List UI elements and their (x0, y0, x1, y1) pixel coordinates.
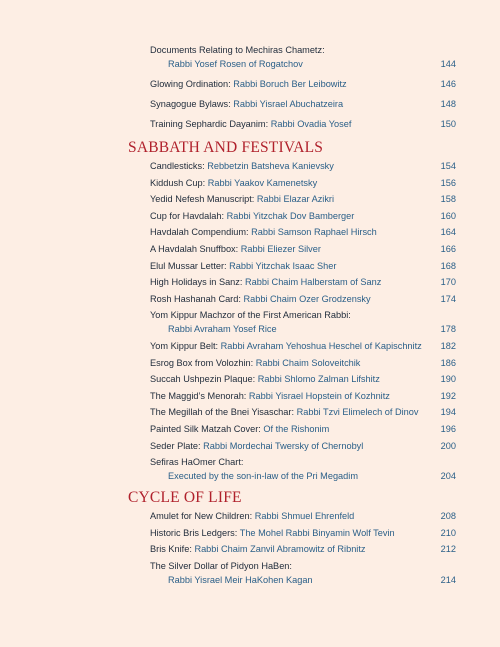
toc-entry (150, 559, 456, 587)
entry-author: Rabbi Tzvi Elimelech of Dinov (296, 407, 419, 418)
entry-text (150, 77, 347, 91)
entry-author: Rabbi Yitzchak Isaac Sher (229, 260, 337, 271)
entry-author: Rabbi Yisrael Meir HaKohen Kagan (168, 574, 313, 585)
entry-title: Historic Bris Ledgers: (150, 527, 238, 538)
entry-title: Rosh Hashanah Card: (150, 293, 241, 304)
entry-page-number: 168 (440, 260, 456, 271)
entry-author: Rabbi Yaakov Kamenetsky (207, 177, 318, 188)
entry-author: Rabbi Shmuel Ehrenfeld (254, 511, 355, 521)
entry-title: Sefiras HaOmer Chart: (150, 457, 244, 468)
toc-entry (150, 117, 456, 131)
entry-title: The Maggid’s Menorah: (150, 390, 247, 401)
entry-text (150, 242, 321, 256)
entry-text (150, 176, 317, 190)
entry-title: Training Sephardic Dayanim: (150, 119, 269, 129)
entry-author: Rabbi Ovadia Yosef (270, 119, 352, 129)
entry-page-number: 166 (440, 243, 456, 254)
entry-title: High Holidays in Sanz: (150, 277, 243, 288)
entry-page-number: 148 (440, 99, 456, 109)
entry-page-number: 214 (440, 574, 456, 585)
entry-text (150, 356, 360, 370)
toc-entry (150, 405, 456, 419)
entry-title: Elul Mussar Letter: (150, 260, 227, 271)
entry-author: Of the Rishonim (263, 423, 330, 434)
entry-text (150, 117, 351, 131)
toc-entry (150, 225, 456, 239)
entry-page-number: 164 (440, 227, 456, 238)
entry-text (150, 275, 381, 289)
entry-author: Rabbi Boruch Ber Leibowitz (233, 79, 347, 89)
entry-title: A Havdalah Snuffbox: (150, 243, 239, 254)
toc-entry (150, 356, 456, 370)
entry-title: Esrog Box from Volozhin: (150, 357, 254, 368)
entry-title: Yedid Nefesh Manuscript: (150, 194, 255, 205)
entry-author: Rabbi Elazar Azikri (256, 194, 335, 205)
toc-entry (150, 275, 456, 289)
toc-entry (150, 209, 456, 223)
toc-entry (150, 389, 456, 403)
entry-page-number: 144 (440, 59, 456, 69)
entry-page-number: 158 (440, 194, 456, 205)
entry-page-number: 154 (440, 161, 456, 171)
entry-page-number: 146 (440, 79, 456, 89)
entry-title: Amulet for New Children: (150, 511, 253, 521)
entry-title: Synagogue Bylaws: (150, 99, 231, 109)
entry-text (150, 192, 334, 206)
entry-author: Rabbi Avraham Yehoshua Heschel of Kapischnitz (220, 340, 422, 351)
toc-entry (150, 159, 456, 173)
entry-title: Bris Knife: (150, 544, 192, 555)
entry-title: Documents Relating to Mechiras Chametz: (150, 45, 325, 55)
entry-text (150, 439, 363, 453)
toc-entry (150, 77, 456, 91)
entry-author: Rabbi Chaim Soloveitchik (255, 357, 361, 368)
entry-page-number: 170 (440, 277, 456, 288)
entry-text (150, 405, 418, 419)
entry-author: Rabbi Yitzchak Dov Bamberger (226, 210, 355, 221)
entry-title: Yom Kippur Machzor of the First American Rabbi: (150, 310, 351, 321)
toc-entry (150, 43, 456, 71)
entry-title: Succah Ushpezin Plaque: (150, 374, 256, 385)
entry-author: Rabbi Yisrael Abuchatzeira (233, 99, 344, 109)
entry-page-number: 160 (440, 210, 456, 221)
entry-author: Rabbi Chaim Zanvil Abramowitz of Ribnitz (194, 544, 366, 555)
entry-title: The Megillah of the Bnei Yisaschar: (150, 407, 295, 418)
entry-page-number: 204 (440, 471, 456, 482)
toc-entry (150, 372, 456, 386)
entry-author: Rabbi Chaim Ozer Grodzensky (243, 293, 371, 304)
entry-author: Rabbi Yisrael Hopstein of Kozhnitz (248, 390, 390, 401)
entry-page-number: 192 (440, 390, 456, 401)
entry-text (150, 509, 354, 523)
entry-text (150, 526, 395, 540)
entry-author: Rabbi Avraham Yosef Rice (168, 324, 277, 335)
entry-page-number: 196 (440, 423, 456, 434)
toc-entry (150, 542, 456, 556)
entry-text (150, 422, 329, 436)
toc-list-cycle (150, 509, 456, 589)
toc-entry (150, 422, 456, 436)
entry-text (150, 209, 354, 223)
toc-list-top (150, 43, 456, 137)
toc-entry (150, 176, 456, 190)
entry-page-number: 150 (440, 119, 456, 129)
entry-author: Rabbi Chaim Halberstam of Sanz (245, 277, 382, 288)
entry-text (150, 372, 380, 386)
entry-title: Candlesticks: (150, 161, 205, 171)
section-heading-cycle: CYCLE OF LIFE (128, 489, 242, 506)
entry-text (150, 292, 371, 306)
entry-title: Cup for Havdalah: (150, 210, 225, 221)
toc-list-sabbath (150, 159, 456, 486)
entry-page-number: 212 (440, 544, 456, 555)
toc-entry (150, 439, 456, 453)
entry-text (150, 97, 343, 111)
entry-text (150, 225, 377, 239)
entry-text (150, 339, 422, 353)
entry-title: Painted Silk Matzah Cover: (150, 423, 261, 434)
toc-entry (150, 242, 456, 256)
entry-title: The Silver Dollar of Pidyon HaBen: (150, 560, 292, 571)
entry-author: The Mohel Rabbi Binyamin Wolf Tevin (239, 527, 395, 538)
entry-title: Havdalah Compendium: (150, 227, 249, 238)
entry-author: Rabbi Samson Raphael Hirsch (251, 227, 377, 238)
entry-page-number: 194 (440, 407, 456, 418)
entry-title: Kiddush Cup: (150, 177, 206, 188)
toc-entry (150, 97, 456, 111)
entry-page-number: 210 (440, 527, 456, 538)
entry-text (150, 159, 334, 173)
toc-entry (150, 339, 456, 353)
entry-text (150, 259, 336, 273)
entry-author: Rabbi Mordechai Twersky of Chernobyl (203, 440, 364, 451)
toc-entry (150, 192, 456, 206)
entry-page-number: 200 (440, 440, 456, 451)
entry-title: Glowing Ordination: (150, 79, 231, 89)
toc-entry (150, 455, 456, 483)
entry-page-number: 178 (440, 324, 456, 335)
entry-page-number: 182 (440, 340, 456, 351)
toc-entry (150, 526, 456, 540)
entry-author: Rabbi Eliezer Silver (240, 243, 321, 254)
entry-page-number: 186 (440, 357, 456, 368)
toc-entry (150, 308, 456, 336)
entry-author: Rebbetzin Batsheva Kanievsky (207, 161, 334, 171)
toc-entry (150, 509, 456, 523)
entry-author: Executed by the son-in-law of the Pri Megadim (168, 471, 358, 482)
entry-page-number: 208 (440, 511, 456, 521)
entry-author: Rabbi Shlomo Zalman Lifshitz (257, 374, 380, 385)
entry-page-number: 190 (440, 374, 456, 385)
entry-page-number: 174 (440, 293, 456, 304)
entry-title: Yom Kippur Belt: (150, 340, 219, 351)
entry-text (150, 389, 390, 403)
toc-entry (150, 259, 456, 273)
toc-entry (150, 292, 456, 306)
entry-page-number: 156 (440, 177, 456, 188)
entry-title: Seder Plate: (150, 440, 201, 451)
entry-author: Rabbi Yosef Rosen of Rogatchov (168, 59, 303, 69)
entry-text (150, 542, 366, 556)
section-heading-sabbath: SABBATH AND FESTIVALS (128, 139, 324, 156)
